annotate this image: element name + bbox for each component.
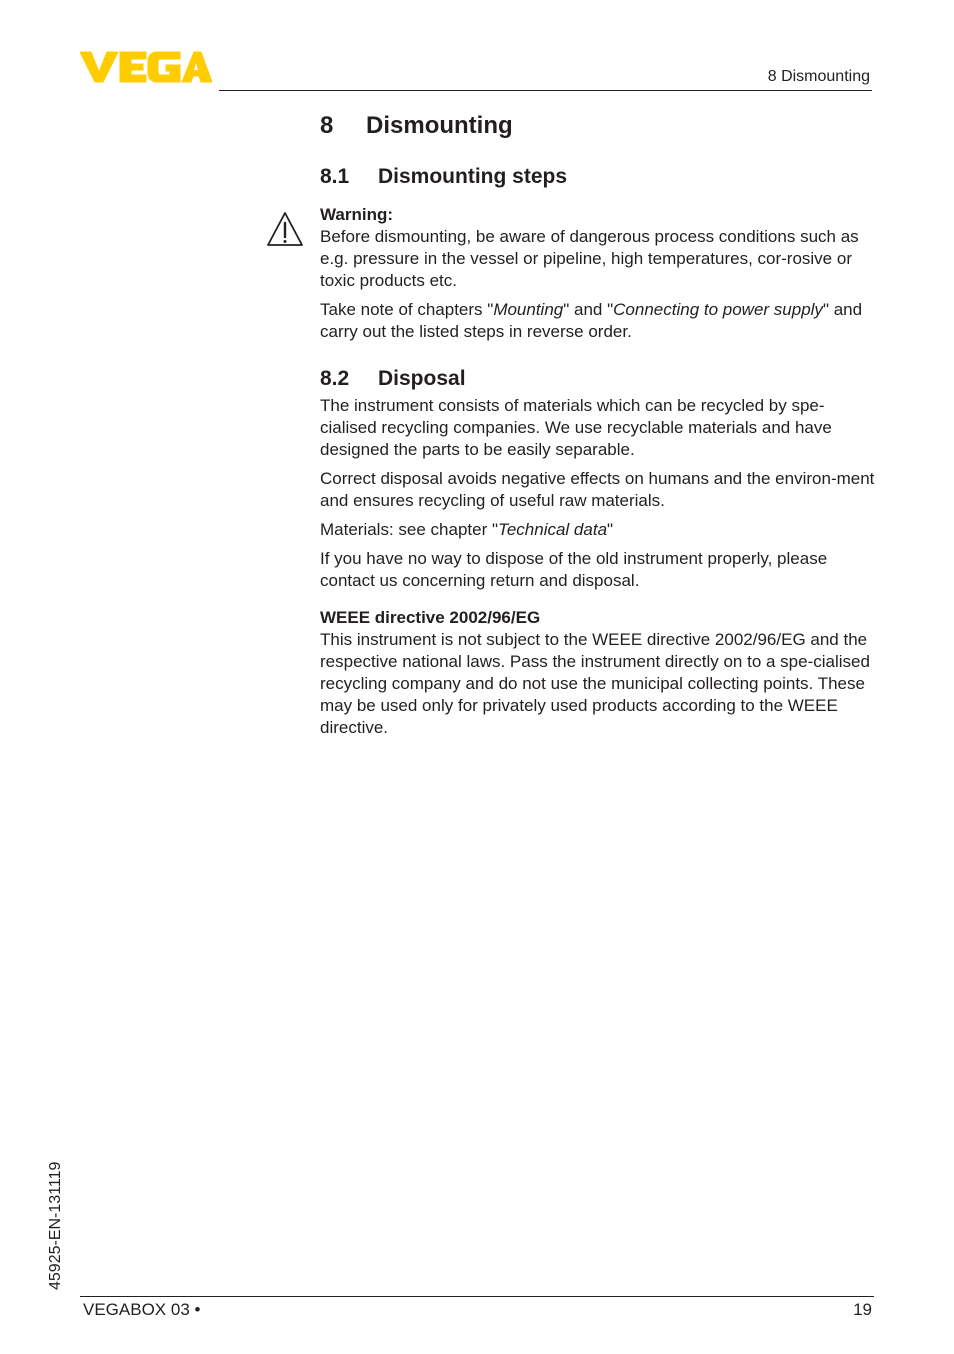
warning-triangle-icon bbox=[266, 211, 304, 247]
page-number: 19 bbox=[853, 1300, 872, 1319]
running-head: 8 Dismounting bbox=[767, 68, 870, 85]
header-rule bbox=[219, 90, 872, 91]
disposal-para-1: The instrument consists of materials which can be recycled by spe-cialised recycling companies. We use recyclable materials and have designed the parts to be easily separable. bbox=[320, 396, 832, 459]
footer-rule bbox=[80, 1296, 874, 1297]
section-title-text-8-2: Disposal bbox=[378, 367, 466, 390]
ref-mounting: Mounting bbox=[493, 300, 564, 319]
materials-post: " bbox=[607, 520, 614, 539]
note-post: " and carry out the listed steps in reverse order. bbox=[320, 300, 863, 341]
materials-line bbox=[320, 519, 875, 541]
note-mid: " and " bbox=[563, 300, 614, 319]
brand-name: VEGA bbox=[80, 50, 83, 51]
section-title-8-1 bbox=[320, 163, 875, 191]
section-title-text-8-1: Dismounting steps bbox=[378, 165, 568, 188]
chapter-title-text: Dismounting bbox=[366, 112, 513, 139]
note-pre: Take note of chapters " bbox=[320, 300, 494, 319]
dismount-note bbox=[320, 299, 875, 343]
weee-text: This instrument is not subject to the WEEE directive 2002/96/EG and the respective national laws. Pass the instrument directly on to a spe-cialised recycling company and do not use the municipal collecting points. These may be used only for privately used products according to the WEEE directive. bbox=[320, 630, 870, 737]
section-title-8-2 bbox=[320, 365, 875, 393]
section-number-8-2: 8.2 bbox=[320, 367, 350, 390]
disposal-para-2: Correct disposal avoids negative effects on humans and the environ-ment and ensures recycling of useful raw materials. bbox=[320, 469, 875, 510]
chapter-title bbox=[320, 110, 875, 142]
main-content bbox=[320, 110, 875, 739]
warning-text: Before dismounting, be aware of dangerous process conditions such as e.g. pressure in the vessel or pipeline, high temperatures, cor-rosive or toxic products etc. bbox=[320, 227, 859, 290]
ref-technical-data: Technical data bbox=[498, 520, 608, 539]
ref-connecting: Connecting to power supply bbox=[613, 300, 823, 319]
warning-label: Warning: bbox=[320, 205, 394, 224]
section-number-8-1: 8.1 bbox=[320, 165, 350, 188]
footer-product: VEGABOX 03 • bbox=[83, 1300, 201, 1319]
materials-pre: Materials: see chapter " bbox=[320, 520, 499, 539]
weee-heading: WEEE directive 2002/96/EG bbox=[320, 608, 541, 627]
vega-logo bbox=[80, 50, 212, 84]
chapter-number: 8 bbox=[320, 112, 334, 139]
document-code: 45925-EN-131119 bbox=[47, 1161, 64, 1290]
disposal-para-4: If you have no way to dispose of the old instrument properly, please contact us concerning return and disposal. bbox=[320, 549, 828, 590]
